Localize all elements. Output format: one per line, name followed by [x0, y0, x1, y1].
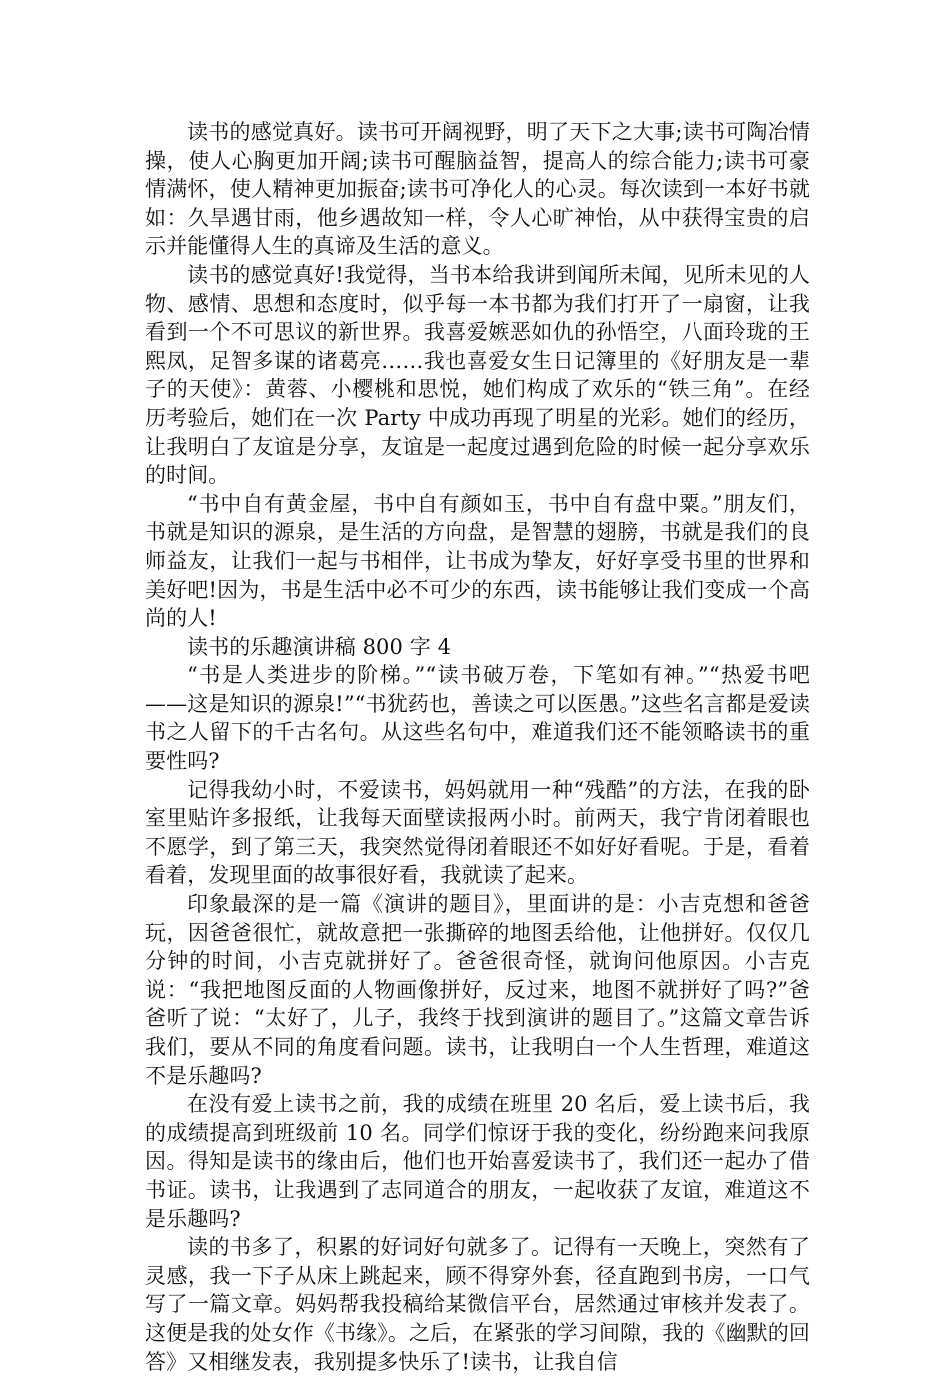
document-body — [145, 118, 810, 1376]
paragraph-6: 印象最深的是一篇《演讲的题目》，里面讲的是：小吉克想和爸爸玩，因爸爸很忙，就故意把一张撕碎的地图丢给他，让他拼好。仅仅几分钟的时间，小吉克就拼好了。爸爸很奇怪，就询问他原因。小吉克说：“我把地图反面的人物画像拼好，反过来，地图不就拼好了吗?”爸爸听了说：“太好了，儿子，我终于找到演讲的题目了。”这篇文章告诉我们，要从不同的角度看问题。读书，让我明白一个人生哲理，难道这不是乐趣吗? — [145, 892, 810, 1088]
paragraph-5: 记得我幼小时，不爱读书，妈妈就用一种“残酷”的方法，在我的卧室里贴许多报纸，让我每天面壁读报两小时。前两天，我宁肯闭着眼也不愿学，到了第三天，我突然觉得闭着眼还不如好好看呢。于是，看着看着，发现里面的故事很好看，我就读了起来。 — [145, 777, 810, 888]
section-heading: 读书的乐趣演讲稿 800 字 4 — [187, 634, 452, 659]
paragraph-4: “书是人类进步的阶梯。”“读书破万卷，下笔如有神。”“热爱书吧——这是知识的源泉!”“书犹药也，善读之可以医愚。”这些名言都是爱读书之人留下的千古名句。从这些名句中，难道我们还不能领略读书的重要性吗? — [145, 663, 810, 774]
paragraph-1: 读书的感觉真好。读书可开阔视野，明了天下之大事;读书可陶冶情操，使人心胸更加开阔;读书可醒脑益智，提高人的综合能力;读书可豪情满怀，使人精神更加振奋;读书可净化人的心灵。每次读到一本好书就如：久旱遇甘雨，他乡遇故知一样，令人心旷神怡，从中获得宝贵的启示并能懂得人生的真谛及生活的意义。 — [145, 120, 810, 259]
paragraph-2: 读书的感觉真好!我觉得，当书本给我讲到闻所未闻，见所未见的人物、感情、思想和态度时，似乎每一本书都为我们打开了一扇窗，让我看到一个不可思议的新世界。我喜爱嫉恶如仇的孙悟空，八面玲珑的王熙凤，足智多谋的诸葛亮……我也喜爱女生日记簿里的《好朋友是一辈子的天使》：黄蓉、小樱桃和思悦，她们构成了欢乐的“铁三角”。在经历考验后，她们在一次 Party 中成功再现了明星的光彩。她们的经历，让我明白了友谊是分享，友谊是一起度过遇到危险的时候一起分享欢乐的时间。 — [145, 262, 810, 488]
paragraph-3: “书中自有黄金屋，书中自有颜如玉，书中自有盘中粟。”朋友们，书就是知识的源泉，是生活的方向盘，是智慧的翅膀，书就是我们的良师益友，让我们一起与书相伴，让书成为挚友，好好享受书里的世界和美好吧!因为，书是生活中必不可少的东西，读书能够让我们变成一个高尚的人! — [145, 491, 810, 631]
paragraph-8: 读的书多了，积累的好词好句就多了。记得有一天晚上，突然有了灵感，我一下子从床上跳起来，顾不得穿外套，径直跑到书房，一口气写了一篇文章。妈妈帮我投稿给某微信平台，居然通过审核并发表了。这便是我的处女作《书缘》。之后，在紧张的学习间隙，我的《幽默的回答》又相继发表，我别提多快乐了!读书，让我自信 — [145, 1235, 810, 1374]
paragraph-7: 在没有爱上读书之前，我的成绩在班里 20 名后，爱上读书后，我的成绩提高到班级前 10 名。同学们惊讶于我的变化，纷纷跑来问我原因。得知是读书的缘由后，他们也开始喜爱读书了，我们还一起办了借书证。读书，让我遇到了志同道合的朋友，一起收获了友谊，难道这不是乐趣吗? — [145, 1092, 810, 1231]
